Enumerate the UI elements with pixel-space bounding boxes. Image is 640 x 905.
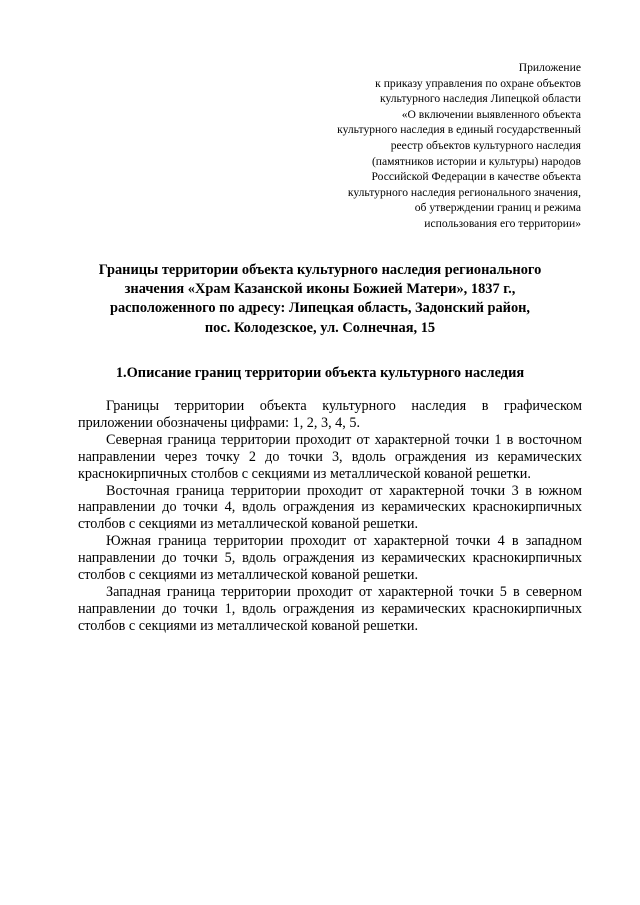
paragraph: Южная граница территории проходит от характерной точки 4 в западном направлении до точки 5, вдоль ограждения из керамических краснокирпичных столбов с секциями из металлической кованой решетки. bbox=[78, 533, 582, 584]
title-line: пос. Колодезское, ул. Солнечная, 15 bbox=[204, 319, 436, 336]
document-title bbox=[60, 261, 580, 338]
appendix-line: об утверждении границ и режима bbox=[414, 201, 581, 215]
body-text bbox=[78, 398, 582, 635]
title-line: Границы территории объекта культурного наследия регионального bbox=[98, 262, 542, 278]
appendix-line: «О включении выявленного объекта bbox=[401, 107, 581, 121]
appendix-line: (памятников истории и культуры) народов bbox=[371, 154, 581, 168]
appendix-header bbox=[241, 60, 581, 232]
appendix-line: реестр объектов культурного наследия bbox=[390, 138, 581, 152]
appendix-line: культурного наследия Липецкой области bbox=[380, 92, 581, 106]
appendix-line: использования его территории» bbox=[424, 216, 581, 230]
paragraph: Западная граница территории проходит от характерной точки 5 в северном направлении до точки 1, вдоль ограждения из керамических краснокирпичных столбов с секциями из металлической кованой решетки. bbox=[78, 583, 582, 634]
appendix-line: культурного наследия регионального значения, bbox=[347, 185, 581, 199]
title-line: значения «Храм Казанской иконы Божией Матери», 1837 г., bbox=[124, 281, 516, 298]
paragraph: Восточная граница территории проходит от характерной точки 3 в южном направлении до точки 4, вдоль ограждения из керамических краснокирпичных столбов с секциями из металлической кованой решетки. bbox=[78, 482, 582, 533]
appendix-line: Приложение bbox=[518, 61, 581, 74]
appendix-line: культурного наследия в единый государственный bbox=[337, 123, 581, 137]
appendix-line: Российской Федерации в качестве объекта bbox=[371, 170, 581, 184]
section-heading: 1.Описание границ территории объекта культурного наследия bbox=[115, 365, 525, 381]
title-line: расположенного по адресу: Липецкая область, Задонский район, bbox=[109, 300, 531, 317]
paragraph: Границы территории объекта культурного наследия в графическом приложении обозначены цифрами: 1, 2, 3, 4, 5. bbox=[78, 398, 582, 431]
appendix-line: к приказу управления по охране объектов bbox=[375, 76, 581, 90]
paragraph: Северная граница территории проходит от характерной точки 1 в восточном направлении через точку 2 до точки 3, вдоль ограждения из керамических краснокирпичных столбов с секциями из металлической кованой решетки. bbox=[78, 431, 582, 482]
